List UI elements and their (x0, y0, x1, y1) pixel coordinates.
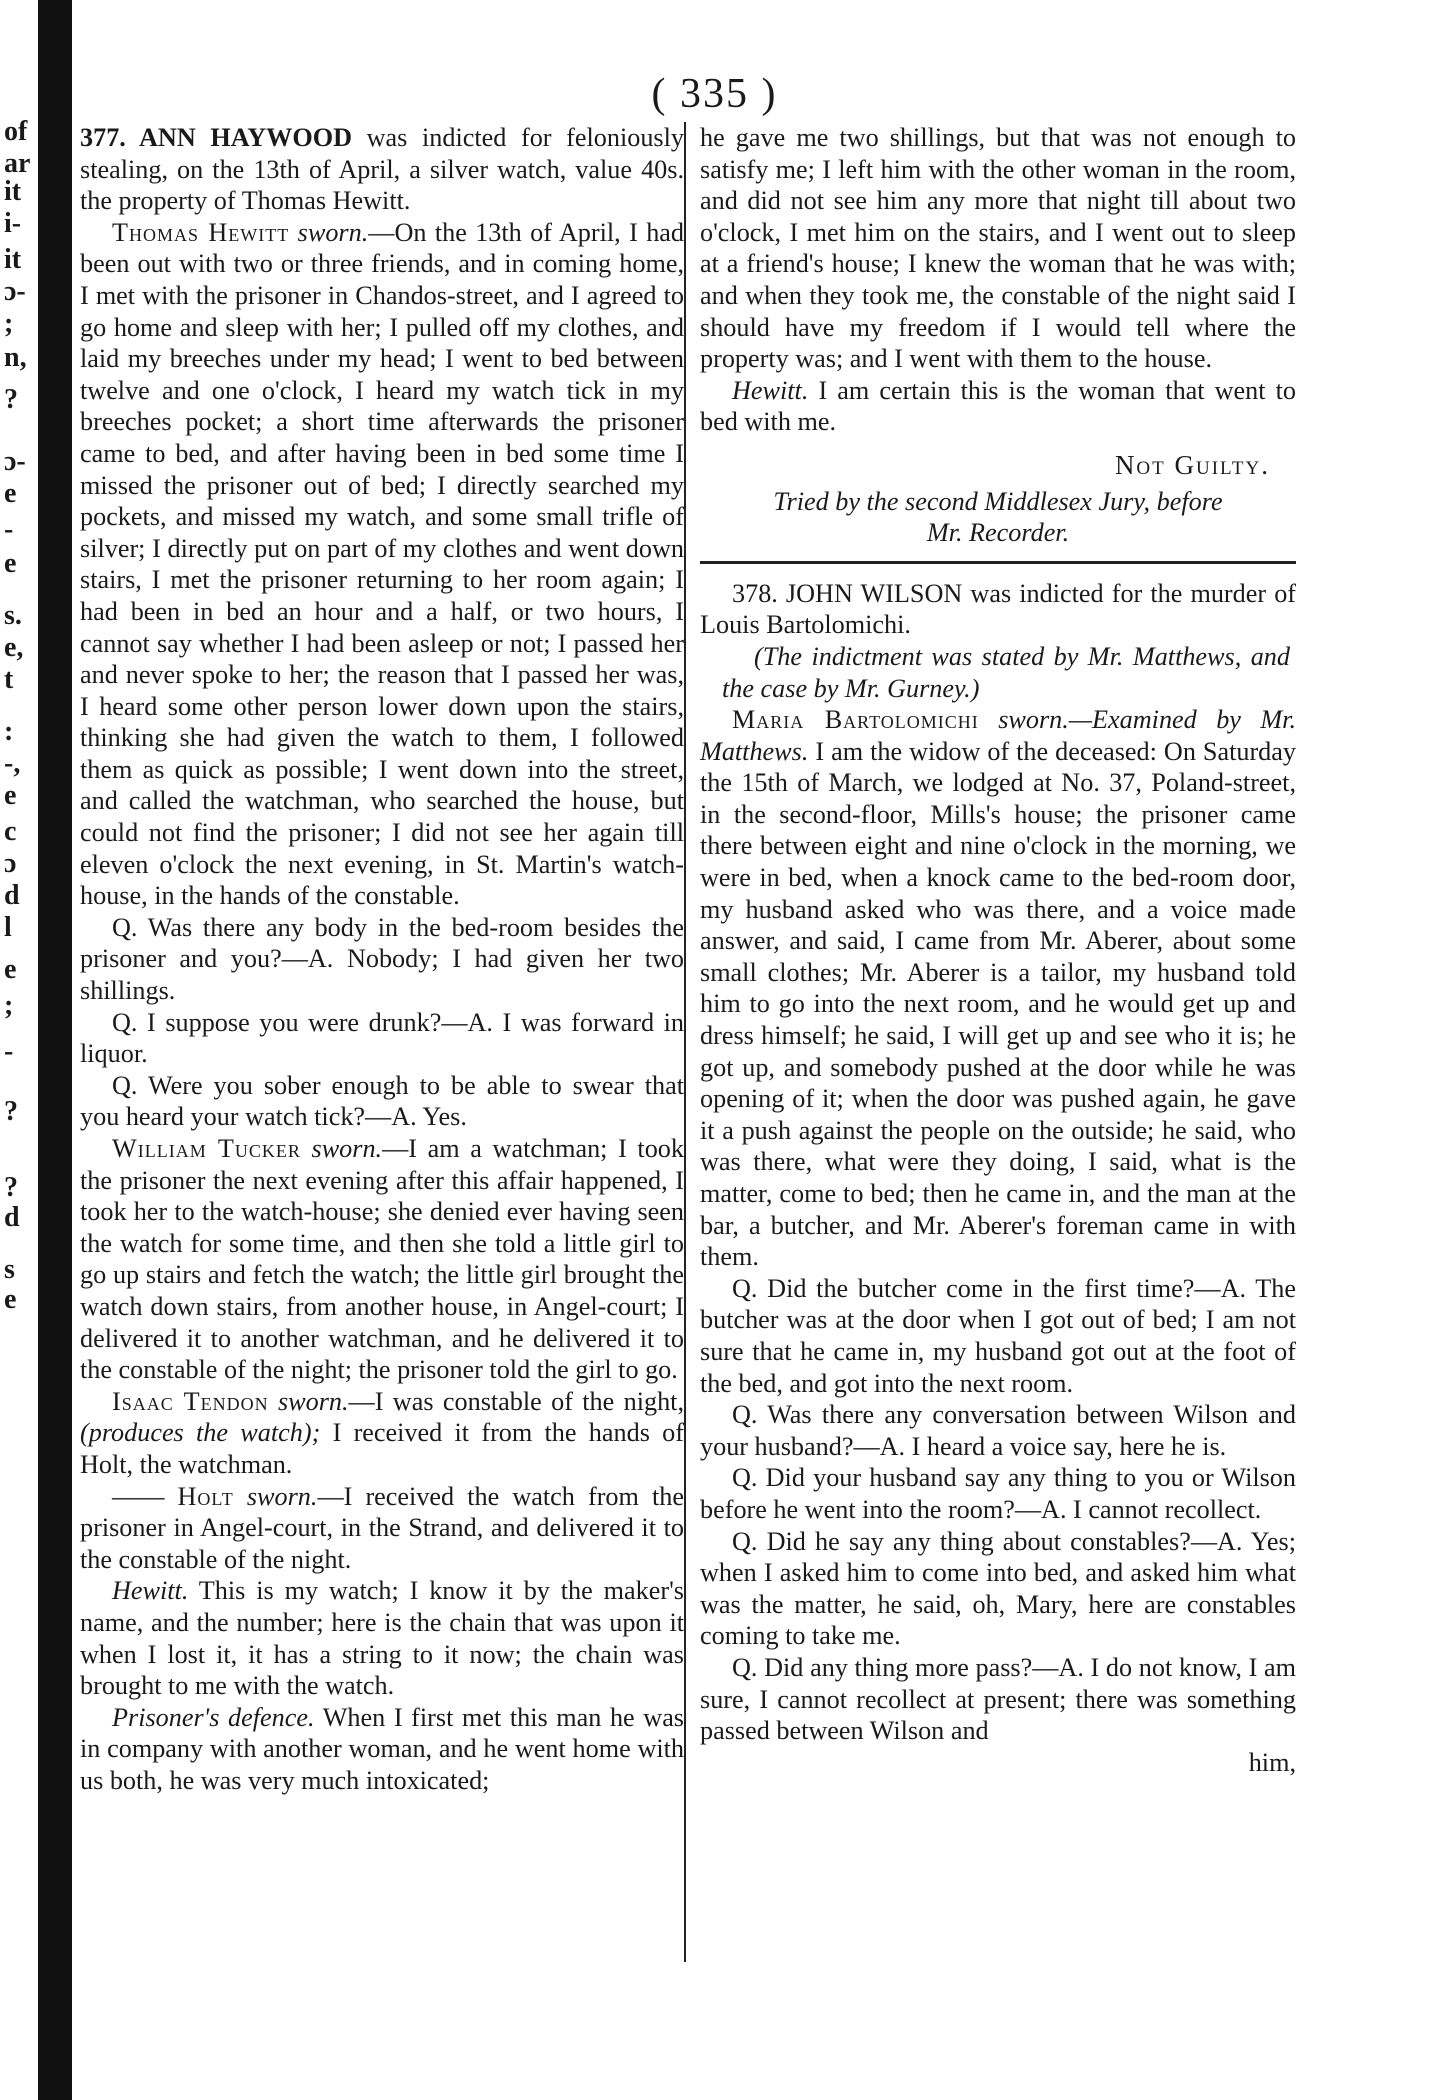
witness-name: Maria Bartolomichi (732, 705, 979, 735)
margin-fragment: ɔ- (4, 446, 26, 477)
prisoner-defence (80, 1702, 684, 1797)
margin-fragment: - (4, 514, 14, 545)
margin-fragment: of (4, 116, 28, 147)
speaker-label: Hewitt. (112, 1576, 189, 1606)
testimony-text: I am certain this is the woman that went to bed with me. (700, 375, 1296, 437)
margin-fragment: n, (4, 342, 27, 373)
margin-fragment: e (4, 780, 17, 811)
question-answer: Q. Were you sober enough to be able to swear that you heard your watch tick?—A. Yes. (80, 1070, 684, 1132)
margin-fragment: ? (4, 1096, 18, 1127)
margin-fragment: d (4, 880, 20, 911)
margin-fragment: ar (4, 148, 31, 179)
page-number: ( 335 ) (651, 71, 778, 117)
dash: —— (112, 1481, 178, 1511)
margin-fragment: -, (4, 748, 21, 779)
case-378-heading (700, 578, 1296, 641)
margin-fragment: ɔ- (4, 276, 26, 307)
verdict: Not Guilty. (1114, 449, 1270, 480)
testimony-text: I am the widow of the deceased: On Saturday the 15th of March, we lodged at No. 37, Poland-street, in the second-floor, Mills's house; the prisoner came there between eight and nine o'clock in the morning, we were in bed, when a knock came to the bed-room door, my husband asked who was there, and a voice made answer, and said, I came from Mr. Aberer, about some small clothes; Mr. Aberer is a tailor, my husband told him to go into the next room, and he would get up and dress himself; he said, I will get up and see who it is; he got up, and somebody pushed at the door while he was opening of it; when the door was pushed again, he gave it a push against the people on the outside; he said, who was there, what were they doing, I said, what is the matter, come to bed; then he came in, and the man at the bar, a butcher, and Mr. Aberer's foreman came in with them. (700, 736, 1296, 1272)
testimony-text: This is my watch; I know it by the maker's name, and the number; here is the chain that was upon it when I lost it, it has a string to it now; the chain was brought to me with the watch. (80, 1576, 684, 1701)
case-377-title: 377. ANN HAYWOOD (80, 123, 353, 152)
question-answer: Q. Was there any conversation between Wilson and your husband?—A. I heard a voice say, here he is. (700, 1400, 1296, 1461)
testimony-text: —On the 13th of April, I had been out with two or three friends, and in coming home, I met with the prisoner in Chandos-street, and I agreed to go home and sleep with her; I pulled off my clothes, and laid my breeches under my head; I went to bed between twelve and one o'clock, I heard my watch tick in my breeches pocket; a short time afterwards the prisoner came to bed, and after having been in bed some time I missed the prisoner out of bed; I directly searched my pockets, and missed my watch, and some small trifle of silver; I directly put on part of my clothes and went down stairs, I met the prisoner returning to her room again; I had been in bed an hour and a half, or two hours, I cannot say whether I had been asleep or not; I passed her and never spoke to her; the reason that I passed her was, I heard some other person lower down upon the stairs, thinking she had given the watch to them, I followed them as quick as possible; I went down into the street, and called the watchman, who searched the house, but could not find the prisoner; I did not see her again till eleven o'clock the next evening, in St. Martin's watch-house, in the hands of the constable. (80, 217, 685, 911)
case-377-charge: was indicted for feloniously stealing, on the 13th of April, a silver watch, value 40s. the property of Thomas Hewitt. (80, 123, 684, 216)
margin-fragment: ɔ (4, 848, 17, 879)
margin-fragment: ? (4, 1172, 18, 1203)
testimony-text: When I first met this man he was in company with another woman, and he went home with us both, he was very much intoxicated; (80, 1702, 685, 1795)
case-separator-rule (700, 561, 1296, 564)
testimony-text: I received it from the hands of Holt, the watchman. (80, 1418, 684, 1479)
indictment-note: (The indictment was stated by Mr. Matthews, and the case by Mr. Gurney.) (722, 641, 1290, 703)
case-377-heading (80, 122, 684, 217)
case-378-title: 378. JOHN WILSON (732, 578, 963, 608)
margin-fragment: ; (4, 308, 14, 339)
question-answer: Q. I suppose you were drunk?—A. I was forward in liquor. (80, 1007, 684, 1069)
right-column (700, 122, 1296, 1778)
question-answer: Q. Did the butcher come in the first time?—A. The butcher was at the door when I got out of bed; I am not sure that he came in, my husband got out at the foot of the bed, and got into the next room. (700, 1273, 1296, 1398)
stage-note: (produces the watch); (80, 1418, 321, 1448)
speaker-label: Prisoner's defence. (112, 1702, 315, 1732)
margin-fragment: s (4, 1254, 15, 1285)
margin-fragment: : (4, 716, 14, 747)
margin-fragment: e, (4, 632, 24, 663)
jury-note-judge: Mr. Recorder. (926, 518, 1070, 548)
catchword: him, (1248, 1747, 1296, 1777)
witness-name: Thomas Hewitt (112, 217, 290, 247)
margin-fragment: e (4, 1284, 17, 1315)
book-spine-shadow (38, 0, 72, 2100)
margin-fragment: - (4, 1036, 14, 1067)
speaker-label: Hewitt. (732, 375, 809, 405)
margin-fragment: c (4, 816, 17, 847)
jury-note: Tried by the second Middlesex Jury, before (773, 486, 1223, 516)
margin-fragment: it (4, 244, 22, 275)
hewitt-identification (80, 1575, 684, 1701)
testimony-text: —I received the watch from the prisoner in Angel-court, in the Strand, and delivered it to the constable of the night. (80, 1481, 684, 1574)
sworn-label: sworn.—Examined by Mr. Matthews. (700, 705, 1296, 766)
case-378-charge: was indicted for the murder of Louis Bartolomichi. (700, 578, 1297, 640)
margin-fragment: i- (4, 208, 22, 239)
sworn-label: sworn. (233, 1481, 318, 1511)
sworn-label: sworn. (268, 1386, 349, 1416)
testimony-text: —I was constable of the night, (348, 1386, 685, 1416)
margin-fragment: e (4, 478, 17, 509)
question-answer: Q. Was there any body in the bed-room besides the prisoner and you?—A. Nobody; I had given her two shillings. (80, 912, 684, 1006)
left-column (80, 122, 684, 1796)
margin-fragment: ; (4, 990, 14, 1021)
margin-fragment: e (4, 548, 17, 579)
question-answer: Q. Did he say any thing about constables?—A. Yes; when I asked him to come into bed, and asked him what was the matter, he said, oh, Mary, here are constables coming to take me. (700, 1526, 1296, 1651)
sworn-label: sworn. (289, 217, 369, 247)
witness-name: William Tucker (112, 1134, 301, 1163)
column-divider (684, 122, 686, 1962)
tucker-testimony (80, 1133, 684, 1386)
sworn-label: sworn. (300, 1134, 383, 1163)
witness-name: Isaac Tendon (112, 1386, 269, 1416)
testimony-text: —I am a watchman; I took the prisoner the next evening after this affair happened, I took her to the watch-house; she denied ever having seen the watch for some time, and then she told a little girl to go up stairs and fetch the watch; the little girl brought the watch down stairs, from another house, in Angel-court; I delivered it to another watchman, and he delivered it to the constable of the night; the prisoner told the girl to go. (80, 1134, 684, 1385)
margin-fragment: s. (4, 600, 22, 631)
margin-fragment: d (4, 1202, 20, 1233)
tendon-testimony (80, 1386, 684, 1481)
witness-name: Holt (177, 1481, 234, 1511)
margin-fragment: ? (4, 384, 18, 415)
holt-testimony (80, 1481, 684, 1576)
margin-fragment: e (4, 954, 17, 985)
maria-testimony (700, 704, 1296, 1273)
hewitt-certainty (700, 375, 1296, 438)
margin-fragment: l (4, 912, 12, 943)
question-answer: Q. Did any thing more pass?—A. I do not know, I am sure, I cannot recollect at present; there was something passed between Wilson and (700, 1652, 1296, 1746)
margin-fragment: t (4, 664, 14, 695)
defence-continuation: he gave me two shillings, but that was not enough to satisfy me; I left him with the other woman in the room, and did not see him any more that night till about two o'clock, I met him on the stairs, and I went out to sleep at a friend's house; I knew the woman that he was with; and when they took me, the constable of the night said I should have my freedom if I would tell where the property was; and I went with them to the house. (700, 123, 1296, 374)
margin-fragment: it (4, 176, 22, 207)
question-answer: Q. Did your husband say any thing to you or Wilson before he went into the room?—A. I cannot recollect. (700, 1463, 1296, 1524)
hewitt-testimony (80, 217, 684, 912)
